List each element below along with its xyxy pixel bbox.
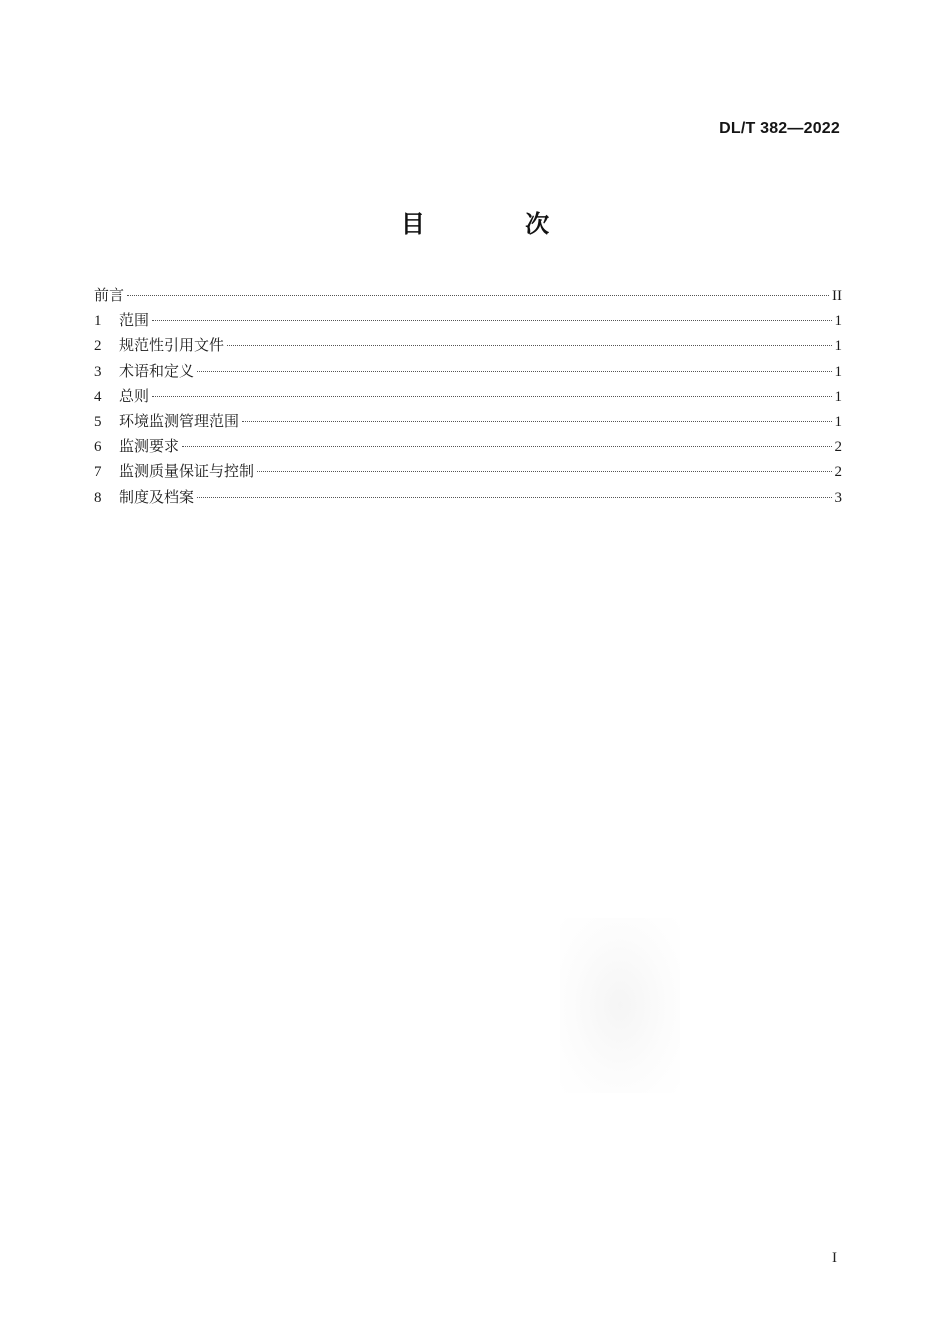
toc-dot-leader xyxy=(197,497,831,498)
toc-entry-label: 规范性引用文件 xyxy=(119,336,225,355)
toc-entry-page: 2 xyxy=(834,464,842,481)
toc-entry-label: 范围 xyxy=(119,311,150,330)
toc-entry-number: 7 xyxy=(94,464,102,481)
toc-entry-label: 总则 xyxy=(119,386,150,405)
standard-code: DL/T 382—2022 xyxy=(719,120,840,137)
toc-dot-leader xyxy=(182,446,831,447)
table-of-contents xyxy=(94,284,842,511)
toc-entry-number: 4 xyxy=(94,388,102,405)
toc-dot-leader xyxy=(257,471,831,472)
toc-entry[interactable] xyxy=(94,435,842,460)
toc-entry[interactable] xyxy=(94,460,842,485)
toc-entry-number: 8 xyxy=(94,489,102,506)
toc-entry-page: 2 xyxy=(834,439,842,456)
toc-entry-label: 术语和定义 xyxy=(119,361,195,380)
toc-entry-number: 3 xyxy=(94,363,102,380)
toc-entry[interactable] xyxy=(94,385,842,410)
toc-entry[interactable] xyxy=(94,309,842,334)
toc-entry-number: 1 xyxy=(94,313,102,330)
toc-title: 目 次 xyxy=(400,210,596,238)
toc-entry-page: 1 xyxy=(834,338,842,355)
toc-entry-number: 5 xyxy=(94,413,102,430)
toc-entry-page: 1 xyxy=(834,388,842,405)
toc-entry[interactable] xyxy=(94,334,842,359)
page-number: I xyxy=(832,1250,837,1266)
toc-entry[interactable] xyxy=(94,284,842,309)
toc-dot-leader xyxy=(197,371,831,372)
toc-dot-leader xyxy=(242,421,831,422)
toc-entry[interactable] xyxy=(94,360,842,385)
toc-entry-number: 2 xyxy=(94,338,102,355)
toc-entry-page: 3 xyxy=(834,489,842,506)
toc-entry-label: 环境监测管理范围 xyxy=(119,411,240,430)
toc-entry-label: 监测要求 xyxy=(119,437,180,456)
toc-entry-page: II xyxy=(832,288,842,304)
toc-entry-page: 1 xyxy=(834,413,842,430)
toc-dot-leader xyxy=(227,345,831,346)
toc-dot-leader xyxy=(152,320,831,321)
toc-entry-page: 1 xyxy=(834,313,842,330)
scan-artifact xyxy=(560,918,680,1093)
toc-entry[interactable] xyxy=(94,410,842,435)
toc-entry-number: 6 xyxy=(94,439,102,456)
toc-entry-label: 监测质量保证与控制 xyxy=(119,462,255,481)
toc-entry-page: 1 xyxy=(834,363,842,380)
toc-entry-label: 前言 xyxy=(94,286,125,304)
toc-dot-leader xyxy=(152,396,831,397)
toc-entry-label: 制度及档案 xyxy=(119,487,195,506)
toc-entry[interactable] xyxy=(94,486,842,511)
toc-dot-leader xyxy=(127,295,829,296)
